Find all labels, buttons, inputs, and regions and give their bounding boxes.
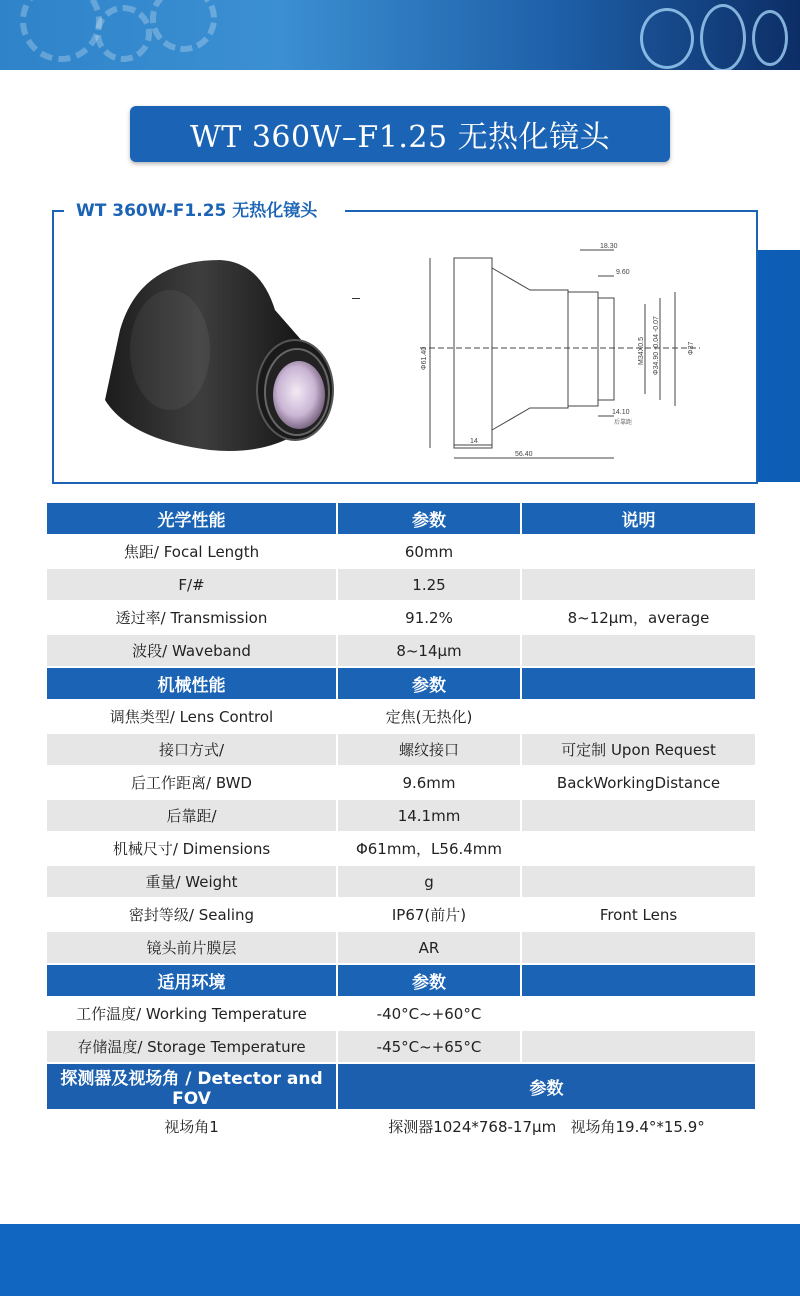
table-cell: 工作温度/ Working Temperature — [47, 998, 336, 1031]
dim-label: 后靠距 — [614, 420, 633, 426]
dim-label: 56.40 — [515, 451, 533, 458]
table-cell — [520, 932, 755, 965]
technical-drawing — [410, 240, 710, 470]
dim-label: 14 — [470, 438, 478, 445]
table-cell: 接口方式/ — [47, 734, 336, 767]
table-row — [47, 866, 755, 899]
gear-icon — [150, 0, 217, 52]
top-banner — [0, 0, 800, 70]
table-cell — [520, 569, 755, 602]
header-cell: 适用环境 — [47, 965, 336, 998]
section-label: WT 360W-F1.25 无热化镜头 — [72, 196, 321, 221]
header-cell — [520, 965, 755, 998]
table-header-row — [47, 668, 755, 701]
table-cell: 8~12μm，average — [520, 602, 755, 635]
header-cell: 参数 — [336, 503, 520, 536]
header-cell: 参数 — [336, 668, 520, 701]
header-cell: 探测器及视场角 / Detector and FOV — [47, 1064, 336, 1111]
gear-icon — [95, 5, 152, 62]
header-cell: 参数 — [336, 965, 520, 998]
table-row — [47, 932, 755, 965]
frame-line — [52, 210, 64, 212]
dim-label: M34X0.5 — [638, 336, 645, 365]
table-cell: 探测器1024*768-17μm 视场角19.4°*15.9° — [336, 1111, 755, 1144]
table-row — [47, 833, 755, 866]
table-row — [47, 1031, 755, 1064]
table-cell — [520, 1031, 755, 1064]
header-cell: 说明 — [520, 503, 755, 536]
table-cell: 密封等级/ Sealing — [47, 899, 336, 932]
table-cell: AR — [336, 932, 520, 965]
table-cell: 9.6mm — [336, 767, 520, 800]
table-row — [47, 569, 755, 602]
table-cell: 镜头前片膜层 — [47, 932, 336, 965]
table-cell: 1.25 — [336, 569, 520, 602]
table-cell: F/# — [47, 569, 336, 602]
gear-icon — [20, 0, 102, 62]
header-cell: 光学性能 — [47, 503, 336, 536]
dim-label: Φ34.90 -0.04 -0.07 — [653, 316, 660, 375]
table-cell — [520, 701, 755, 734]
table-cell: 定焦(无热化) — [336, 701, 520, 734]
table-row — [47, 602, 755, 635]
dim-label: Φ61.40 — [421, 346, 428, 370]
table-cell — [520, 998, 755, 1031]
table-cell: 波段/ Waveband — [47, 635, 336, 668]
dim-label: 14.10 — [612, 409, 630, 416]
table-cell — [520, 635, 755, 668]
table-cell: 60mm — [336, 536, 520, 569]
lens-ring-decoration — [640, 8, 694, 69]
table-cell: Φ61mm，L56.4mm — [336, 833, 520, 866]
table-header-row — [47, 965, 755, 998]
lens-product-image — [100, 250, 340, 460]
dim-label: Φ37 — [688, 341, 695, 355]
table-row — [47, 734, 755, 767]
table-row — [47, 1111, 755, 1144]
table-row — [47, 767, 755, 800]
table-cell: -45°C~+65°C — [336, 1031, 520, 1064]
table-row — [47, 998, 755, 1031]
header-cell: 参数 — [336, 1064, 755, 1111]
lens-ring-decoration — [752, 10, 788, 66]
table-cell: 8~14μm — [336, 635, 520, 668]
table-row — [47, 635, 755, 668]
table-row — [47, 800, 755, 833]
table-header-row — [47, 1064, 755, 1111]
table-row — [47, 899, 755, 932]
spec-table — [47, 503, 755, 1144]
table-cell: BackWorkingDistance — [520, 767, 755, 800]
bottom-bar — [0, 1224, 800, 1296]
table-cell: 重量/ Weight — [47, 866, 336, 899]
table-cell — [520, 536, 755, 569]
table-cell: g — [336, 866, 520, 899]
page-title: WT 360W–F1.25 无热化镜头 — [130, 106, 670, 162]
table-cell — [520, 800, 755, 833]
table-cell: IP67(前片) — [336, 899, 520, 932]
table-cell: 14.1mm — [336, 800, 520, 833]
table-cell: 视场角1 — [47, 1111, 336, 1144]
table-row — [47, 701, 755, 734]
table-cell — [520, 833, 755, 866]
table-cell: 透过率/ Transmission — [47, 602, 336, 635]
table-cell: 机械尺寸/ Dimensions — [47, 833, 336, 866]
table-header-row — [47, 503, 755, 536]
table-cell: -40°C~+60°C — [336, 998, 520, 1031]
table-cell: 存储温度/ Storage Temperature — [47, 1031, 336, 1064]
dim-label: 18.30 — [600, 243, 618, 250]
table-cell: 焦距/ Focal Length — [47, 536, 336, 569]
frame-line — [345, 210, 756, 212]
header-cell — [520, 668, 755, 701]
table-cell: 调焦类型/ Lens Control — [47, 701, 336, 734]
dim-label: 9.60 — [616, 269, 630, 276]
table-cell: 91.2% — [336, 602, 520, 635]
table-cell: 可定制 Upon Request — [520, 734, 755, 767]
separator-dash — [352, 298, 360, 299]
lens-ring-decoration — [700, 4, 746, 70]
table-cell: Front Lens — [520, 899, 755, 932]
header-cell: 机械性能 — [47, 668, 336, 701]
table-cell: 后靠距/ — [47, 800, 336, 833]
table-row — [47, 536, 755, 569]
table-cell — [520, 866, 755, 899]
table-cell: 后工作距离/ BWD — [47, 767, 336, 800]
table-cell: 螺纹接口 — [336, 734, 520, 767]
